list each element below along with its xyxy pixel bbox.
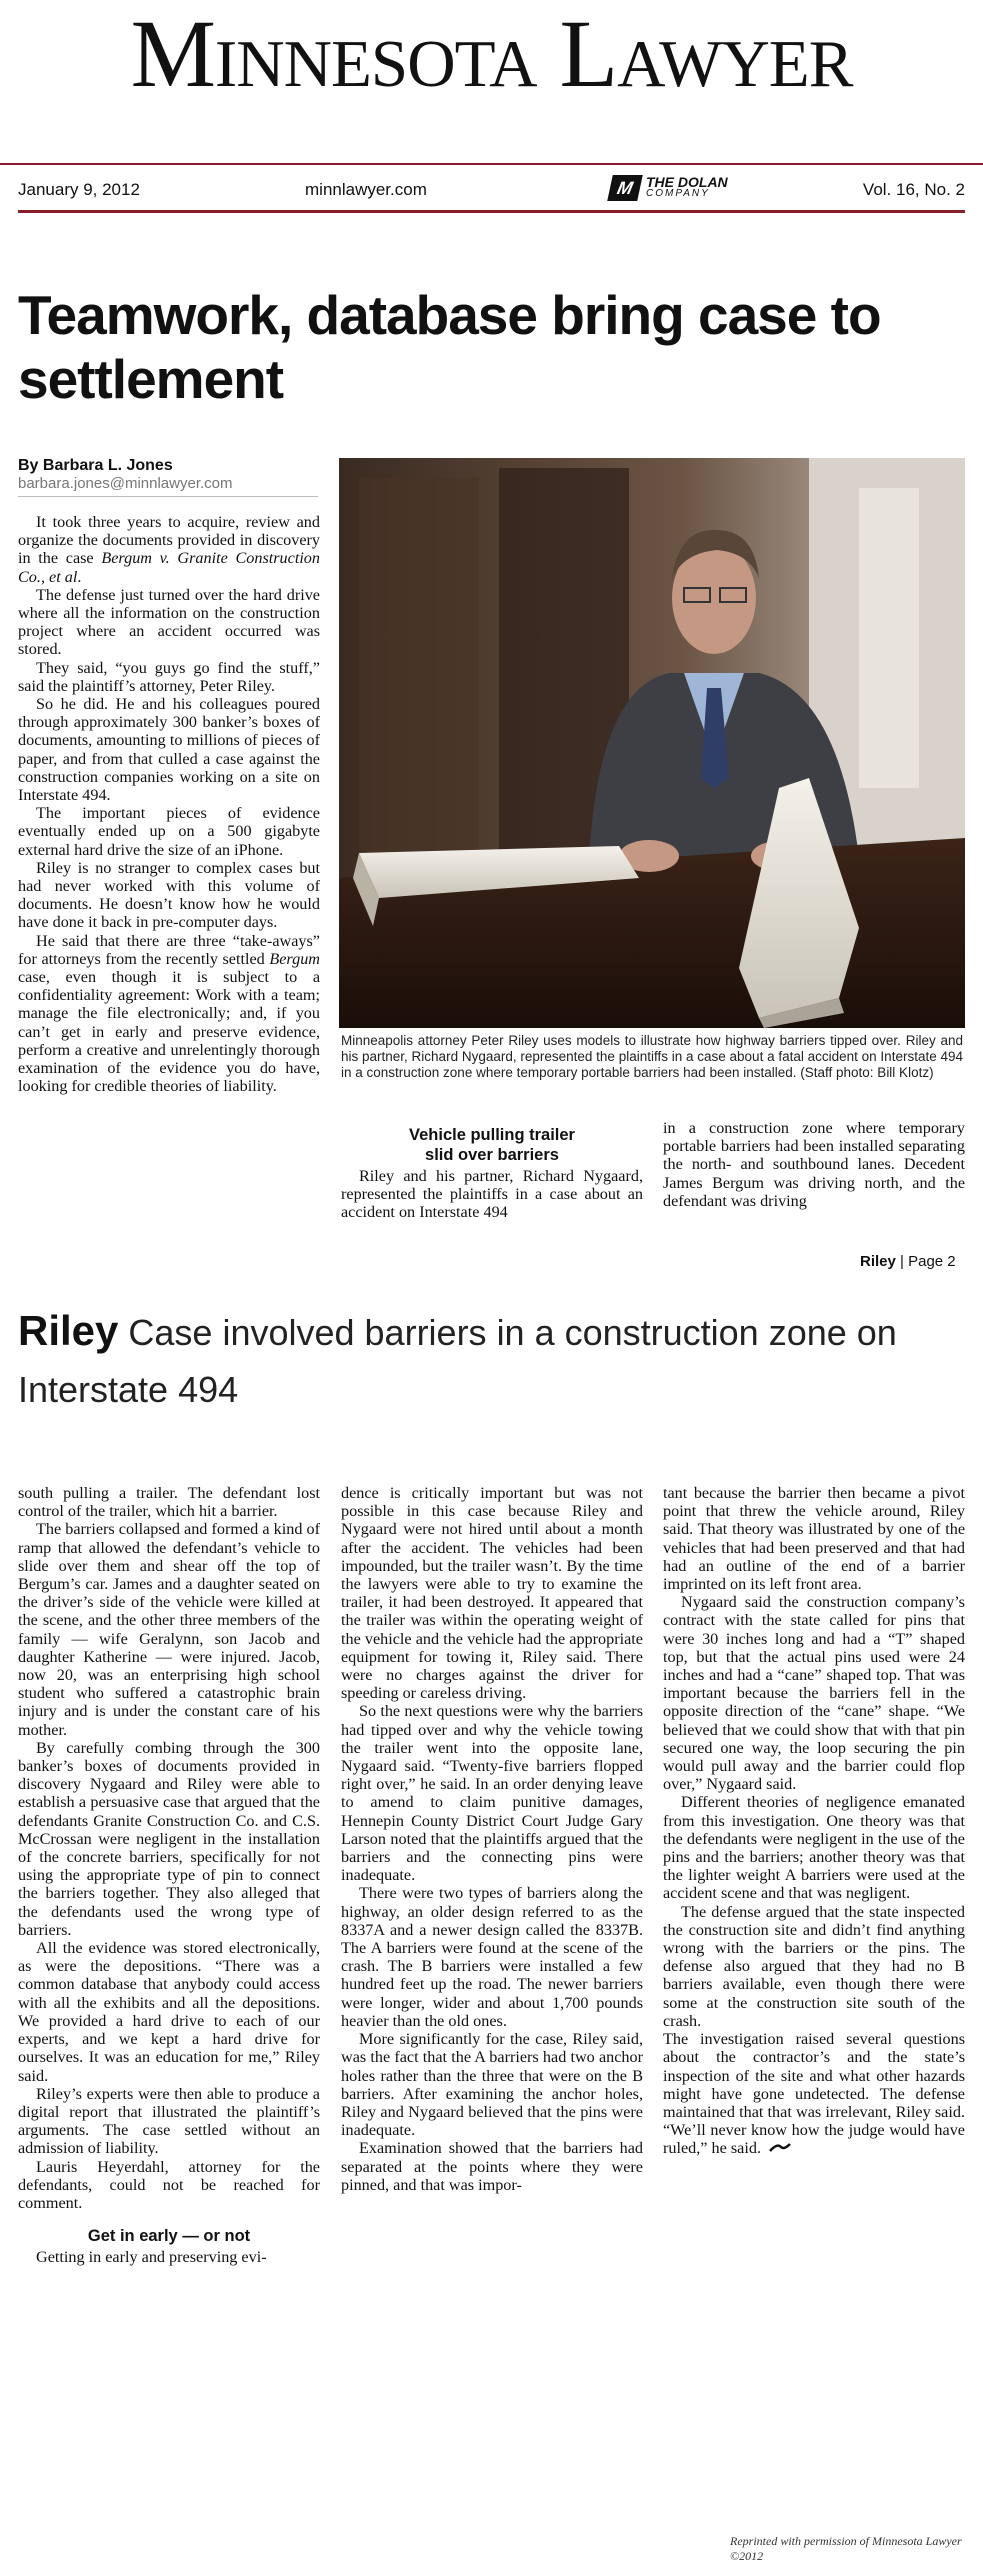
paragraph: Nygaard said the construction company’s contract with the state called for pins that were 30 inches long and had a “T” shaped top, but that the actual pins used were 24 inches and had a “cane” shaped top. That was important because the barriers fell in the opposite direction of the “cane” shape. “We believed that we could show that with that pin secured one way, the loop securing the pin would pull away and the barrier could flop over,” Nygaard said. xyxy=(663,1593,965,1794)
paragraph xyxy=(18,804,320,859)
continuation-title-rest: Case involved barriers in a construction zone on Interstate 494 xyxy=(18,1312,897,1410)
case-name: Bergum xyxy=(269,949,320,968)
paragraph xyxy=(18,859,320,932)
article-column-1 xyxy=(18,513,320,1096)
dolan-logo-icon: M xyxy=(607,175,643,201)
paragraph: Riley’s experts were then able to produce a digital report that illustrated the plaintiff’s arguments. The case settled without an admission of liability. xyxy=(18,2084,320,2158)
byline xyxy=(18,457,318,497)
author-email[interactable]: barbara.jones@minnlawyer.com xyxy=(18,475,233,492)
author-name: By Barbara L. Jones xyxy=(18,457,173,474)
paragraph: Riley and his partner, Richard Nygaard, represented the plaintiffs in a case about an accident on Interstate 494 xyxy=(341,1167,643,1222)
paragraph: tant because the barrier then became a pivot point that threw the vehicle around, Riley said. That theory was illustrated by one of the vehicles that had been preserved and that had had an outline of the end of a barrier imprinted on its left front area. xyxy=(663,1484,965,1594)
text-run: They said, “you guys go find the stuff,” said the plaintiff’s attorney, Peter Riley. xyxy=(18,658,320,695)
text-run: So he did. He and his colleagues poured through approximately 300 banker’s boxes of documents, amounting to millions of pieces of paper, and from that culled a case against the construction companies working on a site on Interstate 494. xyxy=(18,695,320,805)
paragraph: All the evidence was stored electronically, as were the depositions. “There was a common database that anybody could access with all the exhibits and all the depositions. We provided a hard drive to each of our experts, and we kept a hard drive for ourselves. It was an education for me,” Riley said. xyxy=(18,1939,320,2085)
byline-divider xyxy=(18,496,318,497)
paragraph xyxy=(18,932,320,1096)
paragraph: There were two types of barriers along the highway, an older design referred to as the 8337A and a newer design called the 8337B. The A barriers were found at the scene of the crash. The B barriers were installed a few hundred feet up the road. The newer barriers were longer, wider and about 1,700 pounds heavier than the old ones. xyxy=(341,1884,643,2030)
continuation-column-1 xyxy=(18,1484,320,2266)
reprint-credit: Reprinted with permission of Minnesota Lawyer ©2012 xyxy=(730,2534,962,2563)
masthead-rule-bottom xyxy=(18,210,965,213)
text-run: It took three years to acquire, review and organize the documents provided in discovery in the case xyxy=(18,513,320,568)
continuation-title xyxy=(18,1302,948,1418)
text-run: case, even though it is subject to a confidentiality agreement: Work with a team; manage the file electronically; and, if you can’t get in early and preserve evidence, perform a creative and unrelentingly thorough examination of the evidence you do have, looking for credible theories of liability. xyxy=(18,968,320,1096)
end-mark-icon xyxy=(769,2139,791,2157)
publisher-name: THE DOLAN xyxy=(646,174,728,190)
paragraph: By carefully combing through the 300 banker’s boxes of documents provided in discovery Nygaard and Riley were able to establish a persuasive case that argued that the defendants Granite Construction Co. and C.S. McCrossan were negligent in the installation of the concrete barriers, specifically for not using the appropriate type of pin to connect the barriers together. They also alleged that the defendants used the wrong type of barriers. xyxy=(18,1738,320,1939)
publisher-logo xyxy=(610,175,728,201)
text-run: . xyxy=(77,567,82,586)
section-subhead xyxy=(341,1125,643,1165)
text-run: He said that there are three “take-aways” for attorneys from the recently settled xyxy=(18,931,320,968)
text-run: The defense just turned over the hard drive where all the information on the construction project where an accident occurred was stored. xyxy=(18,585,320,659)
masthead-rule-top xyxy=(0,163,983,165)
paragraph xyxy=(18,695,320,804)
continued-on-page-2[interactable] xyxy=(860,1253,956,1270)
case-name: Bergum v. Granite Construction Co., et al xyxy=(18,549,320,586)
jump-label: Riley xyxy=(860,1253,896,1270)
photo-caption: Minneapolis attorney Peter Riley uses models to illustrate how highway barriers tipped over. Riley and his partner, Richard Nygaard, represented the plaintiffs in a case about a fatal accident on Interstate 494 in a construction zone where temporary portable barriers had been installed. (Staff photo: Bill Klotz) xyxy=(341,1033,963,1080)
continuation-title-bold: Riley xyxy=(18,1307,119,1354)
issue-date: January 9, 2012 xyxy=(18,180,140,199)
paragraph: in a construction zone where temporary portable barriers had been installed separating the north- and southbound lanes. Decedent James Bergum was driving north, and the defendant was driving xyxy=(663,1119,965,1210)
article-column-2 xyxy=(341,1119,643,1222)
publisher-sub: COMPANY xyxy=(646,188,710,199)
website-link[interactable]: minnlawyer.com xyxy=(305,180,427,199)
jump-page: | Page 2 xyxy=(900,1253,956,1270)
paragraph: The defense argued that the state inspected the construction site and didn’t find anything wrong with the barriers or the pins. The defense also argued that they had no B barriers available, even though there were some at the construction site south of the crash. xyxy=(663,1902,965,2030)
article-headline: Teamwork, database bring case to settlement xyxy=(18,284,881,410)
paragraph: dence is critically important but was not possible in this case because Riley and Nygaard were not hired until about a month after the accident. The vehicles had been impounded, but the trailer wasn’t. By the time the lawyers were able to try to examine the trailer, it had been destroyed. It appeared that the trailer was within the operating weight of the vehicle and the vehicle had the appropriate equipment for towing it, Riley said. There were no charges against the driver for speeding or careless driving. xyxy=(341,1484,643,1703)
paragraph xyxy=(18,513,320,586)
masthead-info-bar xyxy=(18,170,965,210)
continuation-column-2 xyxy=(341,1484,643,2194)
paragraph: The barriers collapsed and formed a kind of ramp that allowed the defendant’s vehicle to slide over them and shear off the top of Bergum’s car. James and a daughter seated on the driver’s side of the vehicle were killed at the scene, and the other three members of the family — wife Geralynn, son Jacob and daughter Katherine — were injured. Jacob, now 20, was an enterprising high school student who suffered a catastrophic brain injury and is under the constant care of his mother. xyxy=(18,1520,320,1739)
article-photo xyxy=(339,458,965,1028)
masthead xyxy=(18,0,965,160)
paragraph: Lauris Heyerdahl, attorney for the defendants, could not be reached for comment. xyxy=(18,2157,320,2212)
subhead-line-1: Vehicle pulling trailer xyxy=(409,1126,575,1144)
paragraph xyxy=(18,659,320,695)
article-column-3 xyxy=(663,1119,965,1210)
volume-number: Vol. 16, No. 2 xyxy=(862,180,965,199)
publication-title: Minnesota Lawyer xyxy=(130,0,853,107)
paragraph: Getting in early and preserving evi- xyxy=(36,2248,267,2267)
paragraph: Different theories of negligence emanated from this investigation. One theory was that the defendants were negligent in the use of the pins and the barriers; another theory was that the lighter weight A barriers were used at the accident scene and that was negligent. xyxy=(663,1793,965,1903)
text-run: The important pieces of evidence eventually ended up on a 500 gigabyte external hard drive the size of an iPhone. xyxy=(18,804,320,859)
text-run: Riley is no stranger to complex cases but had never worked with this volume of documents. He doesn’t know how he would have done it back in pre-computer days. xyxy=(18,858,320,932)
continuation-column-3 xyxy=(663,1484,965,2158)
paragraph: So the next questions were why the barriers had tipped over and why the vehicle towing the trailer went into the opposite lane, Nygaard said. “Twenty-five barriers flopped right over,” he said. In an order denying leave to amend to claim punitive damages, Hennepin County District Court Judge Gary Larson noted that the plaintiffs argued that the barriers and the connecting pins were inadequate. xyxy=(341,1702,643,1885)
section-subhead: Get in early — or not xyxy=(87,2227,251,2246)
paragraph: south pulling a trailer. The defendant lost control of the trailer, which hit a barrier. xyxy=(18,1484,320,1521)
paragraph: The investigation raised several questions about the contractor’s and the state’s inspection of the site and what other hazards might have gone undetected. The defense maintained that that was irrelevant, Riley said. “We’ll never know how the judge would have ruled,” he said. xyxy=(663,2030,965,2158)
paragraph: More significantly for the case, Riley said, was the fact that the A barriers had two anchor holes rather than the three that were on the B barriers. After examining the anchor holes, Riley and Nygaard believed that the pins were inadequate. xyxy=(341,2030,643,2140)
paragraph: Examination showed that the barriers had separated at the points where they were pinned, and that was impor- xyxy=(341,2139,643,2194)
subhead-line-2: slid over barriers xyxy=(425,1146,559,1164)
paragraph xyxy=(18,586,320,659)
